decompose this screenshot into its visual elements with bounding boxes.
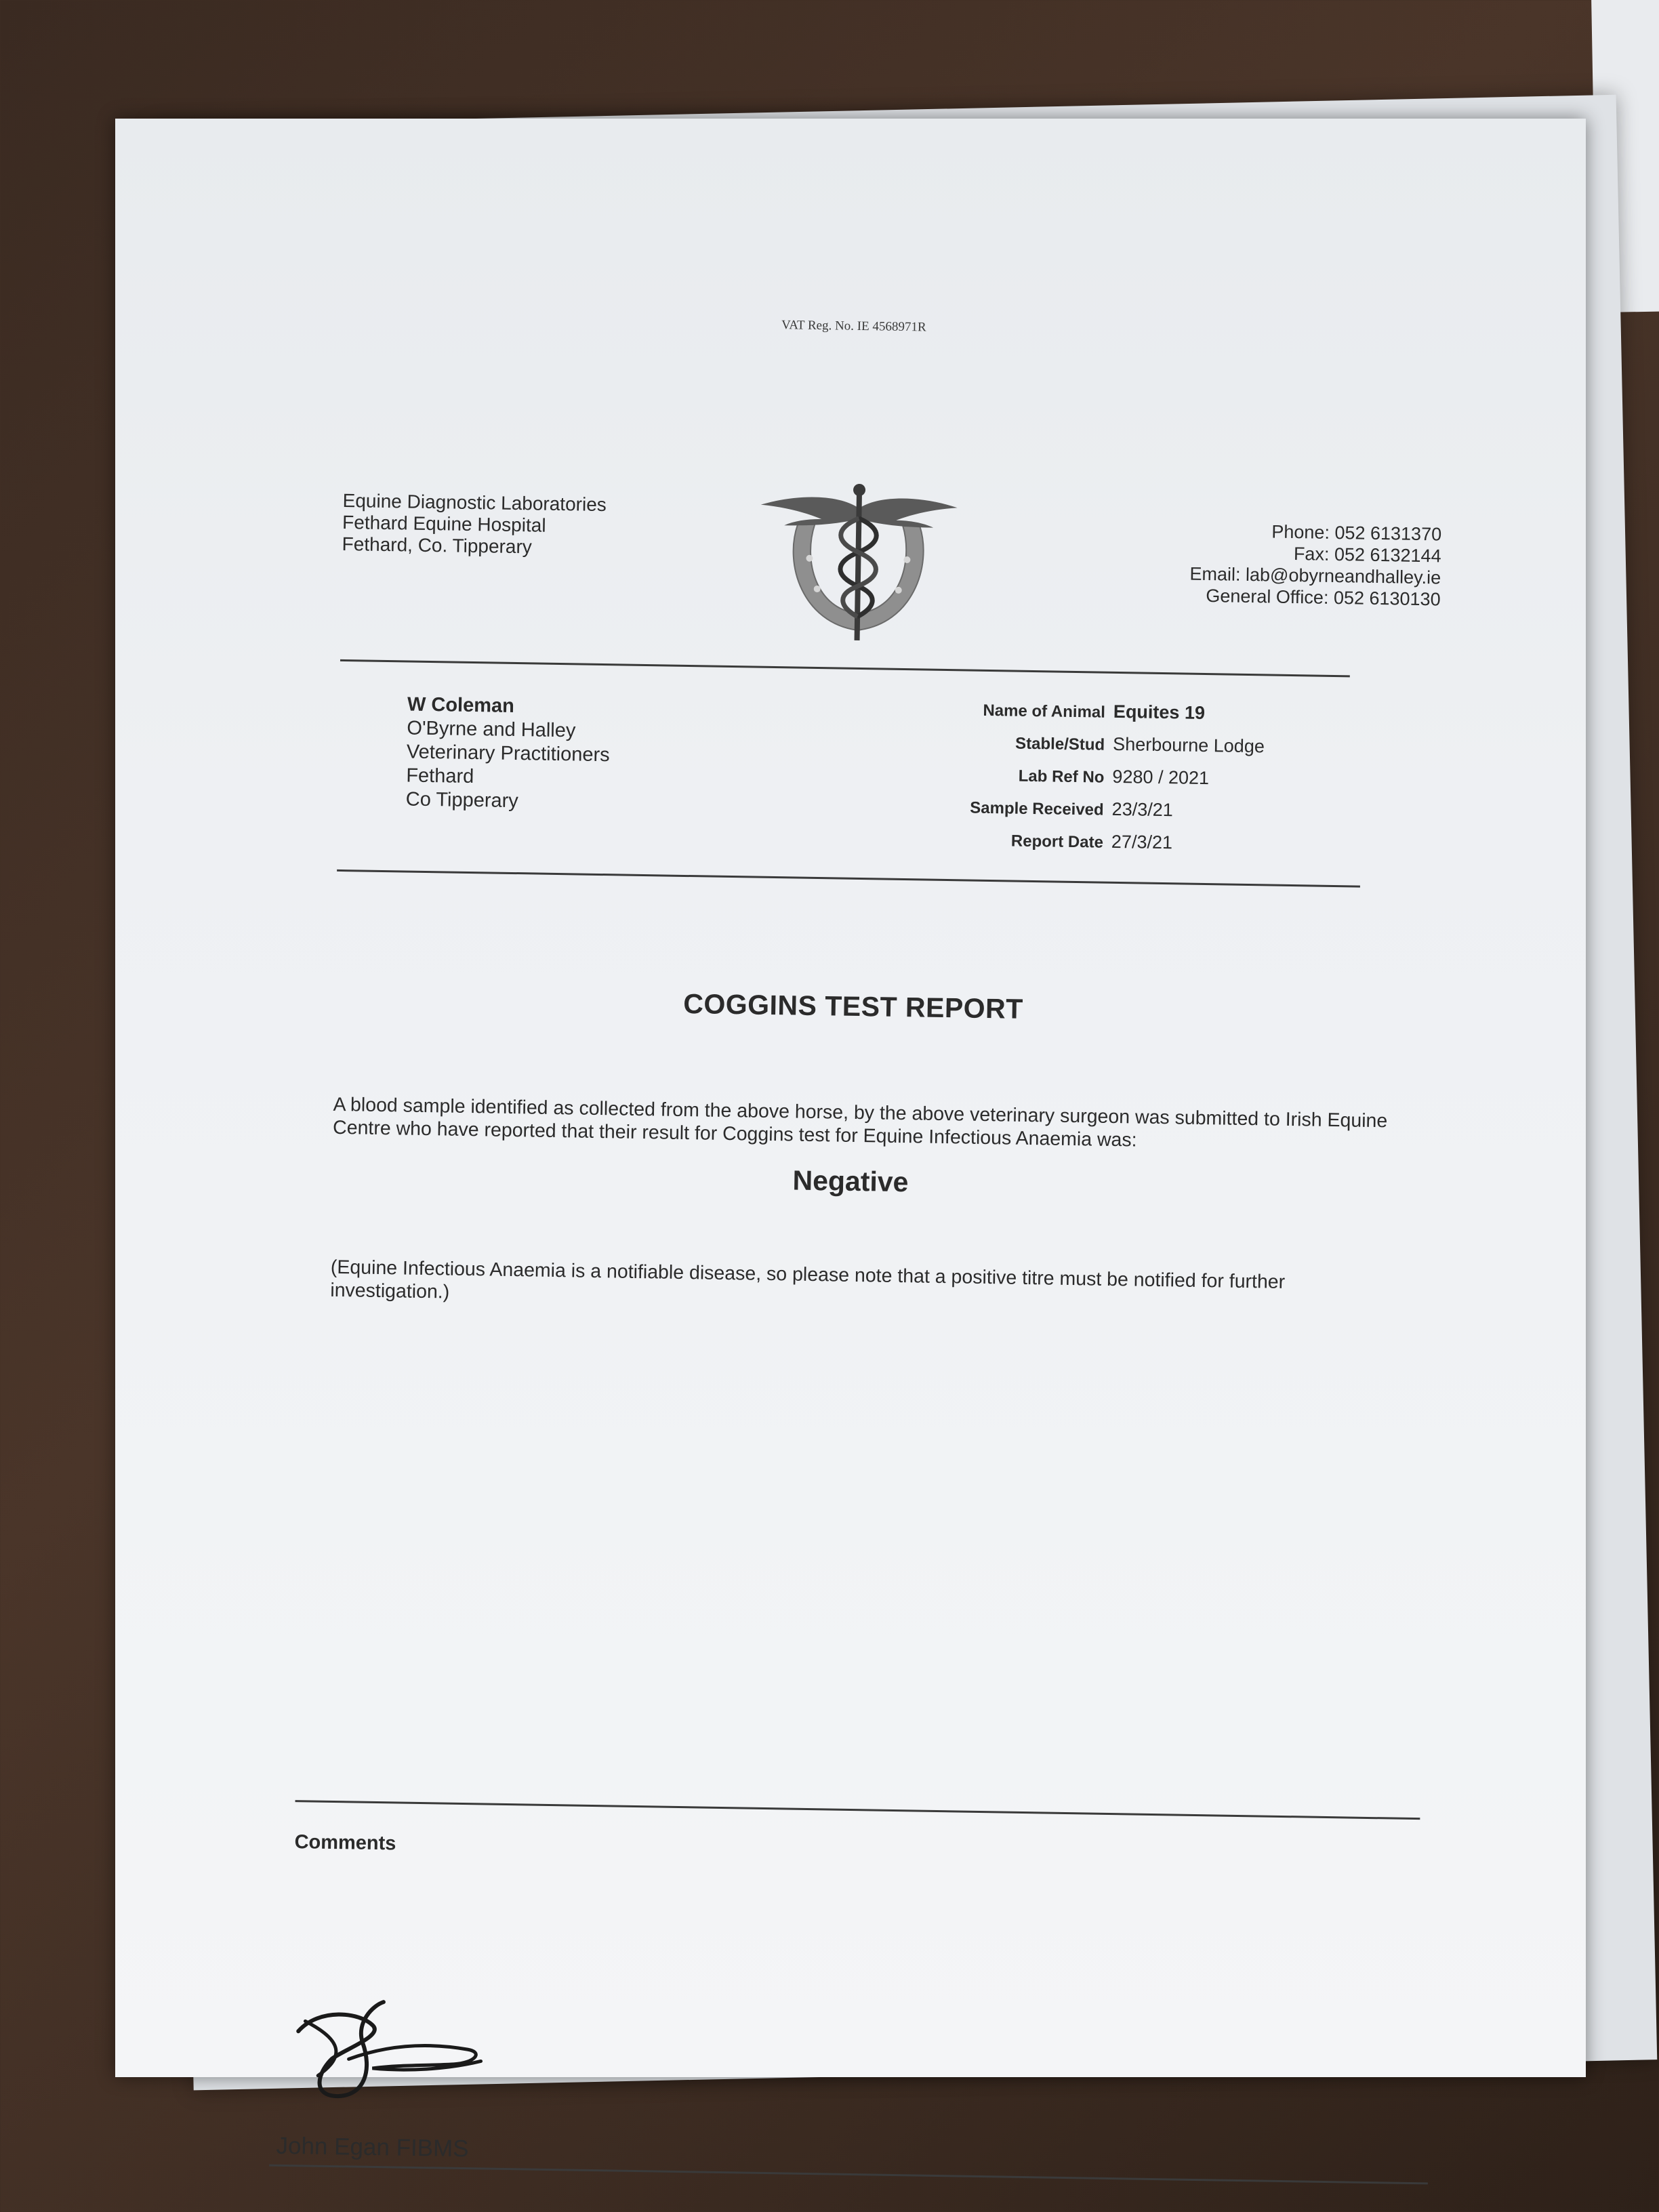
- detail-row-sample-received: [947, 796, 1263, 834]
- lab-address: [342, 490, 607, 559]
- detail-label: Stable/Stud: [1015, 734, 1105, 754]
- detail-value: 23/3/21: [1111, 798, 1174, 821]
- phone-number: Phone: 052 6131370: [1271, 521, 1442, 545]
- detail-label: Sample Received: [970, 798, 1104, 819]
- detail-row-lab-ref: [948, 764, 1264, 801]
- header-divider: [340, 659, 1350, 677]
- recipient-line: O'Byrne and Halley: [407, 717, 576, 742]
- recipient-line: Co Tipperary: [405, 788, 519, 813]
- detail-label: Name of Animal: [983, 701, 1106, 722]
- recipient-name: W Coleman: [407, 693, 515, 717]
- lab-address-line: Fethard, Co. Tipperary: [342, 533, 533, 558]
- recipient-address: [406, 693, 611, 815]
- detail-row-stable: [949, 731, 1265, 769]
- detail-value: Sherbourne Lodge: [1112, 733, 1265, 757]
- test-result: Negative: [792, 1164, 909, 1198]
- detail-label: Report Date: [1010, 832, 1104, 852]
- lab-address-line: Fethard Equine Hospital: [342, 511, 546, 536]
- detail-value: 9280 / 2021: [1112, 766, 1210, 789]
- page-content: [276, 315, 1450, 2163]
- lab-contact-details: [1189, 520, 1442, 611]
- comments-divider: [295, 1800, 1420, 1820]
- caduceus-horseshoe-icon: [755, 476, 961, 649]
- details-divider: [337, 869, 1360, 888]
- detail-row-report-date: [947, 829, 1263, 866]
- animal-details: [947, 699, 1265, 866]
- report-title: COGGINS TEST REPORT: [682, 987, 1024, 1025]
- report-body-text: A blood sample identified as collected from the above horse, by the above veterinary surgeon was submitted to Irish Equine Centre who have reported that their result for Coggins test for Equine Infectious Anaemia was:: [332, 1093, 1388, 1151]
- handwritten-signature: [290, 1994, 495, 2112]
- detail-value: Equites 19: [1113, 701, 1206, 723]
- document-page: [115, 119, 1586, 2163]
- comments-label: Comments: [294, 1831, 396, 1855]
- recipient-line: Veterinary Practitioners: [406, 741, 610, 766]
- detail-value: 27/3/21: [1111, 831, 1173, 853]
- lab-address-line: Equine Diagnostic Laboratories: [342, 489, 607, 516]
- detail-label: Lab Ref No: [1018, 766, 1105, 787]
- email-address: Email: lab@obyrneandhalley.ie: [1189, 563, 1441, 588]
- recipient-line: Fethard: [406, 764, 474, 788]
- fax-number: Fax: 052 6132144: [1293, 544, 1441, 567]
- notifiable-disease-note: (Equine Infectious Anaemia is a notifiable disease, so please note that a positive titre must be notified for further investigation.): [330, 1256, 1286, 1303]
- signatory-name: John Egan FIBMS: [276, 2132, 469, 2163]
- vat-registration: VAT Reg. No. IE 4568971R: [781, 318, 926, 335]
- general-office-number: General Office: 052 6130130: [1206, 585, 1441, 610]
- detail-row-animal-name: [949, 699, 1265, 736]
